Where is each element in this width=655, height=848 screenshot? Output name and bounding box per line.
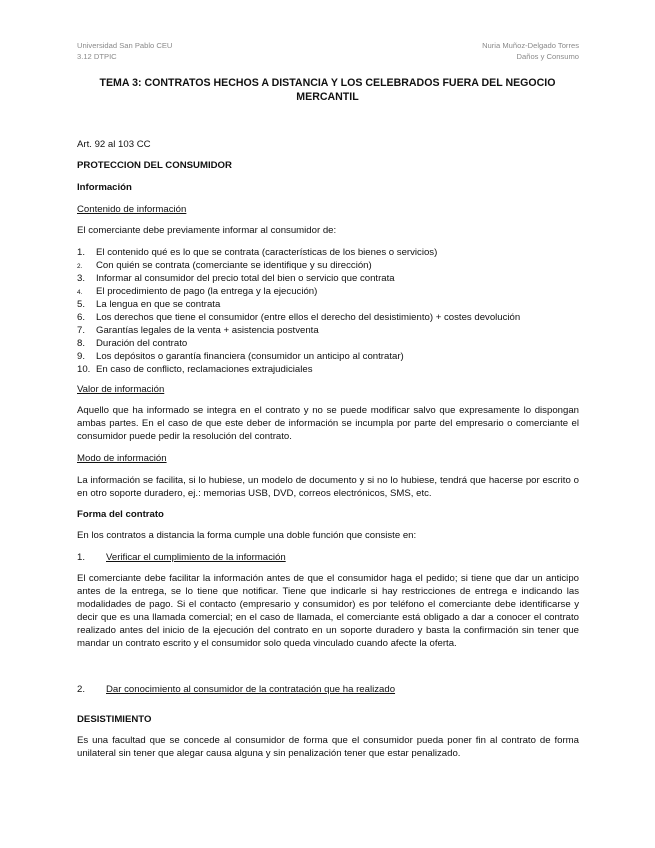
contenido-intro: El comerciante debe previamente informar al consumidor de: (77, 225, 337, 236)
heading-valor: Valor de información (77, 384, 165, 395)
info-list (77, 246, 579, 376)
heading-contenido: Contenido de información (77, 204, 187, 215)
list-item-text: Los depósitos o garantía financiera (consumidor un anticipo al contratar) (96, 351, 404, 362)
forma-intro: En los contratos a distancia la forma cumple una doble función que consiste en: (77, 530, 417, 541)
document-title: TEMA 3: CONTRATOS HECHOS A DISTANCIA Y LOS CELEBRADOS FUERA DEL NEGOCIO MERCANTIL (99, 77, 556, 103)
header-left (77, 40, 172, 62)
forma-item-1-heading: Verificar el cumplimiento de la información (106, 552, 286, 563)
list-item-text: El procedimiento de pago (la entrega y la ejecución) (96, 286, 318, 297)
list-item-text: Garantías legales de la venta + asistencia postventa (96, 325, 319, 336)
heading-modo: Modo de información (77, 453, 167, 464)
list-item (77, 298, 579, 311)
list-item-text: El contenido qué es lo que se contrata (características de los bienes o servicios) (96, 247, 438, 258)
list-item-text: Duración del contrato (96, 338, 188, 349)
list-item-text: La lengua en que se contrata (96, 299, 221, 310)
forma-item-2-number: 2. (77, 684, 86, 695)
list-item (77, 272, 579, 285)
section-proteccion: PROTECCION DEL CONSUMIDOR (77, 160, 232, 171)
list-item-text: En caso de conflicto, reclamaciones extrajudiciales (96, 364, 313, 375)
forma-item-2-heading: Dar conocimiento al consumidor de la contratación que ha realizado (106, 684, 396, 695)
desistimiento-paragraph: Es una facultad que se concede al consumidor de forma que el consumidor pueda poner fin al contrato de forma unilateral sin tener que alegar causa alguna y sin penalización tener que estar penalizado. (77, 735, 579, 759)
list-item (77, 363, 579, 376)
forma-item-2 (77, 683, 608, 696)
heading-informacion: Información (77, 182, 132, 193)
list-item (77, 259, 579, 272)
list-item (77, 311, 579, 324)
heading-forma: Forma del contrato (77, 509, 164, 520)
list-item (77, 337, 579, 350)
header-right (482, 40, 579, 62)
list-item-number: 2. (77, 263, 83, 270)
list-item (77, 324, 579, 337)
list-item-text: Los derechos que tiene el consumidor (entre ellos el derecho del desistimiento) + costes devolución (96, 312, 521, 323)
header-university: Universidad San Pablo CEU (77, 41, 173, 50)
list-item-number: 5. (77, 299, 86, 310)
header-author: Nuria Muñoz-Delgado Torres (482, 41, 579, 50)
header-subject: Daños y Consumo (516, 52, 579, 61)
section-desistimiento: DESISTIMIENTO (77, 714, 152, 725)
list-item (77, 246, 579, 259)
list-item (77, 285, 579, 298)
list-item-number: 6. (77, 312, 86, 323)
header-course: 3.12 DTPIC (77, 52, 117, 61)
list-item-number: 1. (77, 247, 86, 258)
forma-item-1 (77, 551, 608, 564)
list-item (77, 350, 579, 363)
modo-paragraph: La información se facilita, si lo hubiese, un modelo de documento y si no lo hubiese, tendrá que hacerse por escrito o en otro soporte duradero, ej.: memorias USB, DVD, correos electrónicos, SMS, etc. (77, 475, 579, 499)
list-item-number: 3. (77, 273, 86, 284)
list-item-text: Con quién se contrata (comerciante se identifique y su dirección) (96, 260, 372, 271)
list-item-number: 4. (77, 289, 83, 296)
list-item-number: 9. (77, 351, 86, 362)
article-reference: Art. 92 al 103 CC (77, 139, 151, 150)
list-item-number: 8. (77, 338, 86, 349)
list-item-text: Informar al consumidor del precio total del bien o servicio que contrata (96, 273, 395, 284)
valor-paragraph: Aquello que ha informado se integra en el contrato y no se puede modificar salvo que expresamente lo dispongan ambas partes. En el caso de que este deber de información se incumpla por parte del empresario o comerciante el consumidor puede pedir la resolución del contrato. (77, 405, 579, 442)
forma-item-1-number: 1. (77, 552, 86, 563)
list-item-number: 10. (77, 364, 91, 375)
list-item-number: 7. (77, 325, 86, 336)
forma-item-1-paragraph: El comerciante debe facilitar la información antes de que el consumidor haga el pedido; si tiene que dar un anticipo antes de la entrega, se lo tiene que notificar. Tiene que indicarle si hay restricciones de entrega e indicando las modalidades de pago. Si el contacto (empresario y consumidor) es por teléfono el comerciante debe identificarse y decir que es una llamada comercial; en el caso de llamada, el comerciante está obligado a dar a conocer el contrato realizado antes del inicio de la ejecución del contrato en un soporte duradero y basta la confirmación sin tener que mandar un contrato escrito y el consumidor solo queda vinculado cuando afecte la oferta. (77, 573, 579, 649)
